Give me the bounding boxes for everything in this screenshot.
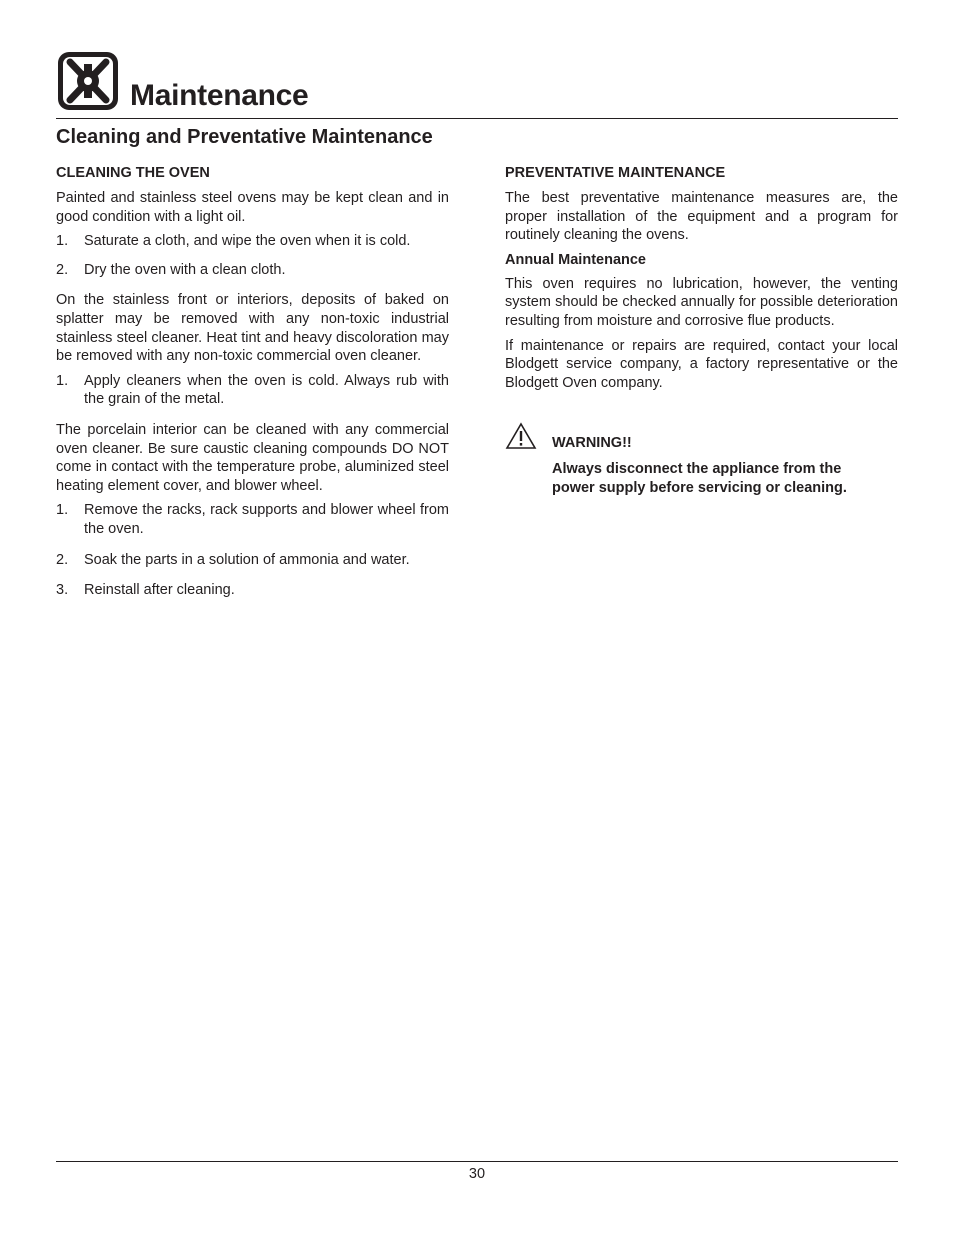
page-title: Maintenance bbox=[130, 79, 309, 112]
list-number: 1. bbox=[56, 372, 69, 389]
list-text: Apply cleaners when the oven is cold. Always rub with the grain of the metal. bbox=[84, 372, 449, 408]
paragraph: This oven requires no lubrication, however, the venting system should be checked annually for possible deterioration resulting from moisture and corrosive flue products. bbox=[505, 275, 898, 329]
list-text: Saturate a cloth, and wipe the oven when it is cold. bbox=[84, 233, 411, 250]
list-text: Soak the parts in a solution of ammonia and water. bbox=[84, 551, 410, 568]
warning-title: WARNING!! bbox=[552, 435, 632, 451]
paragraph: Painted and stainless steel ovens may be kept clean and in good condition with a light oil. bbox=[56, 190, 449, 225]
annual-maintenance-heading: Annual Maintenance bbox=[505, 251, 646, 268]
list-text: Remove the racks, rack supports and blower wheel from the oven. bbox=[84, 502, 449, 537]
paragraph: The best preventative maintenance measures are, the proper installation of the equipment and a program for routinely cleaning the ovens. bbox=[505, 190, 898, 244]
list-number: 2. bbox=[56, 261, 69, 278]
left-column bbox=[56, 164, 449, 610]
cleaning-heading: CLEANING THE OVEN bbox=[56, 165, 210, 181]
warning-text: Always disconnect the appliance from the power supply before servicing or cleaning. bbox=[552, 461, 847, 496]
preventative-heading: PREVENTATIVE MAINTENANCE bbox=[505, 165, 726, 181]
paragraph: On the stainless front or interiors, deposits of baked on splatter may be removed with any non-toxic industrial stainless steel cleaner. Heat tint and heavy discoloration may be removed with any non-toxic commercial oven cleaner. bbox=[56, 292, 449, 365]
list-text: Reinstall after cleaning. bbox=[84, 582, 235, 599]
footer-divider bbox=[56, 1161, 898, 1162]
section-title: Cleaning and Preventative Maintenance bbox=[56, 126, 433, 148]
header-divider bbox=[56, 118, 898, 119]
list-item bbox=[56, 372, 449, 409]
page-number: 30 bbox=[468, 1166, 486, 1182]
warning-triangle-icon bbox=[505, 422, 537, 450]
list-number: 2. bbox=[56, 551, 69, 568]
list-number: 1. bbox=[56, 502, 69, 519]
list-item bbox=[56, 261, 449, 280]
list-item bbox=[56, 501, 449, 538]
paragraph: The porcelain interior can be cleaned with any commercial oven cleaner. Be sure caustic cleaning compounds DO NOT come in contact with the temperature probe, aluminized steel heating element cover, and blower wheel. bbox=[56, 421, 449, 494]
list-number: 3. bbox=[56, 582, 69, 599]
paragraph: If maintenance or repairs are required, contact your local Blodgett service company, a factory representative or the Blodgett Oven company. bbox=[505, 337, 898, 391]
maintenance-tool-icon bbox=[56, 50, 120, 112]
list-item bbox=[56, 232, 449, 251]
right-column bbox=[505, 164, 898, 398]
list-text: Dry the oven with a clean cloth. bbox=[84, 261, 286, 278]
list-number: 1. bbox=[56, 233, 69, 250]
list-item bbox=[56, 581, 449, 600]
list-item bbox=[56, 551, 449, 570]
